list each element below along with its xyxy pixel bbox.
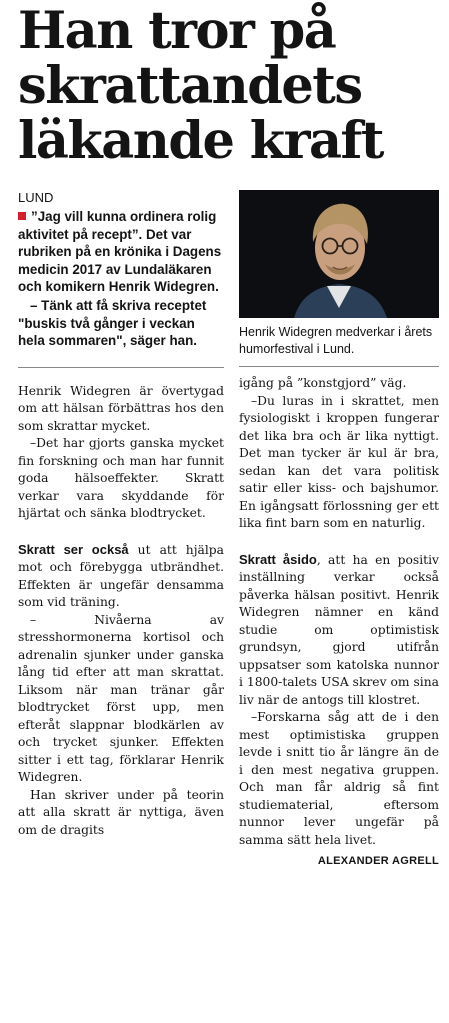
body-paragraph: – Nivåerna av stresshormonerna kortisol och adrenalin sjunker under ganska lång tid efter att man skrattat. Liksom när man tränar går blodtrycket först upp, men efteråt slappnar blodkärlen av och trycket sjunker. Effekten sitter i ett tag, förklarar Henrik Widegren.	[18, 612, 224, 785]
byline: ALEXANDER AGRELL	[317, 855, 439, 867]
portrait-photo	[239, 190, 439, 318]
body-paragraph: Han skriver under på teorin att alla skratt är nyttiga, även om de dragits	[18, 787, 224, 837]
section-text: , att ha en positiv inställning verkar också påverka hälsan positivt. Henrik Widegren nämner en känd studie om optimistisk grundsyn, gjord utifrån uppsatser som katolska nunnor i 1800-talets USA skrev om sina liv när de antogs till klostret.	[239, 552, 439, 707]
body-paragraph: –Det har gjorts ganska mycket fin forskning och man har funnit goda hälsoeffekter. Skratt verkar vara skyddande för hjärtat och sänka blodtrycket.	[18, 436, 224, 521]
red-square-marker	[18, 212, 26, 220]
body-paragraph: igång på ”konstgjord” väg.	[239, 376, 407, 390]
headline	[18, 1, 443, 171]
dateline: LUND	[18, 190, 54, 205]
section-paragraph	[239, 551, 439, 710]
headline-line-1: Han tror på	[18, 1, 336, 61]
photo-caption: Henrik Widegren medverkar i årets humorfestival i Lund.	[239, 325, 433, 356]
right-column	[239, 190, 439, 867]
headline-line-3: läkande kraft	[18, 111, 383, 171]
headline-line-2: skrattandets	[18, 56, 362, 116]
section-lead-in: Skratt ser också	[18, 541, 129, 557]
body-paragraph: –Forskarna såg att de i den mest optimistiska gruppen levde i snitt tio år längre än de i den mest negativa gruppen. Och man får aldrig så fint studiematerial, eftersom nunnor lever ungefär på samma sätt hela livet.	[239, 710, 439, 847]
divider	[18, 367, 224, 368]
section-lead-in: Skratt åsido	[239, 551, 317, 567]
left-column	[18, 190, 224, 839]
body-paragraph: Henrik Widegren är övertygad om att hälsan förbättras hos den som skrattar mycket.	[18, 383, 224, 433]
divider	[239, 366, 439, 367]
portrait-image	[239, 190, 439, 318]
body-paragraph: –Du luras in i skrattet, men fysiologiskt i kroppen fungerar det lika bra och är lika nyttigt. Det man tycker är kul är bra, sedan kan det vara politisk satir eller kiss- och bajshumor. En igångsatt förlossning ger ett lika fint barn som en naturlig.	[239, 393, 439, 530]
section-paragraph	[18, 541, 224, 612]
lede-quote: – Tänk att få skriva receptet "buskis två gånger i veckan hela sommaren", säger han.	[18, 297, 207, 349]
lede-text: ”Jag vill kunna ordinera rolig aktivitet på recept”. Det var rubriken på en krönika i Dagens medicin 2017 av Lundaläkaren och komikern Henrik Widegren.	[18, 209, 222, 295]
lede	[18, 208, 224, 296]
section-text: ut att hjälpa mot och förebygga utbrändhet. Effekten är ungefär densamma som vid träning.	[18, 542, 224, 610]
